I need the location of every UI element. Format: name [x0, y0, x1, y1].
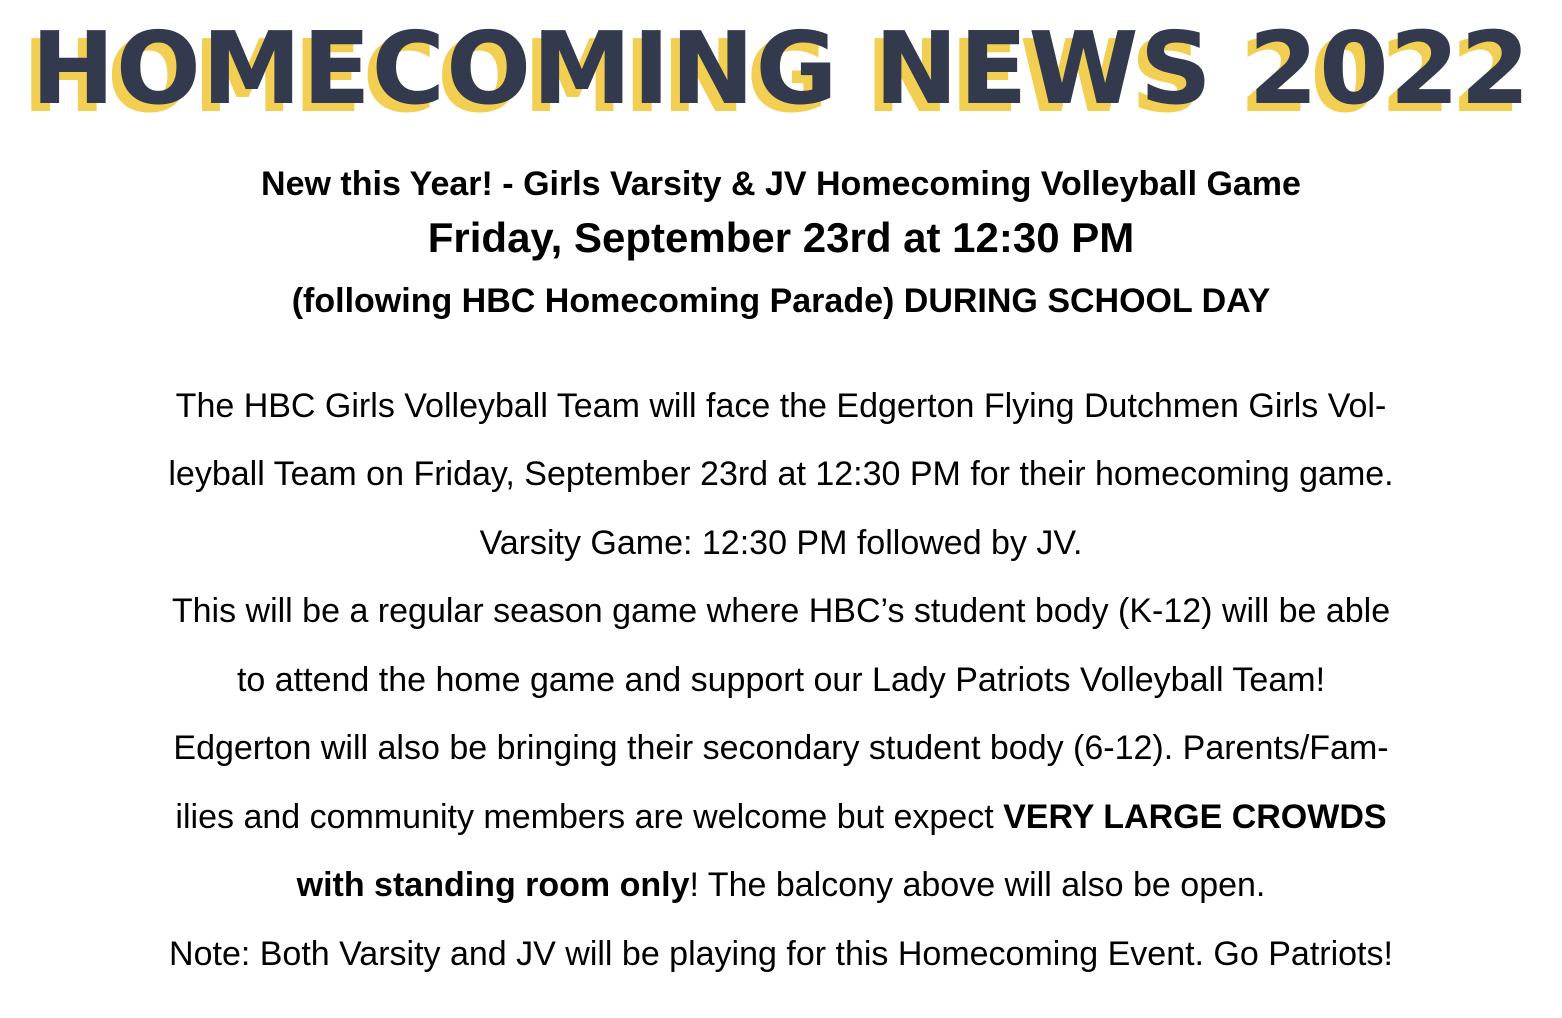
body-line-8-text: ! The balcony above will also be open.: [689, 866, 1266, 904]
body-line-3: Varsity Game: 12:30 PM followed by JV.: [479, 524, 1083, 562]
body-line-7-text: ilies and community members are welcome but expect: [175, 798, 1004, 836]
event-announcement: New this Year! - Girls Varsity & JV Homecoming Volleyball Game: [261, 165, 1301, 203]
event-timing-note: (following HBC Homecoming Parade) DURING SCHOOL DAY: [291, 282, 1271, 320]
standing-room-warning: with standing room only: [296, 866, 690, 904]
body-line-9: Note: Both Varsity and JV will be playing for this Homecoming Event. Go Patriots!: [169, 935, 1393, 973]
body-line-5: to attend the home game and support our Lady Patriots Volleyball Team!: [236, 661, 1326, 699]
body-line-2: leyball Team on Friday, September 23rd at 12:30 PM for their homecoming game.: [168, 455, 1394, 493]
body-line-7: [0, 795, 1562, 839]
large-crowds-warning: VERY LARGE CROWDS: [1003, 798, 1387, 836]
page-title: HOMECOMING NEWS 2022: [31, 10, 1531, 127]
event-date-time: Friday, September 23rd at 12:30 PM: [427, 214, 1135, 261]
body-line-8: [0, 863, 1562, 907]
body-line-6: Edgerton will also be bringing their secondary student body (6-12). Parents/Fam-: [173, 729, 1389, 767]
body-line-4: This will be a regular season game where HBC’s student body (K-12) will be able: [171, 592, 1391, 630]
body-line-1: The HBC Girls Volleyball Team will face the Edgerton Flying Dutchmen Girls Vol-: [175, 387, 1387, 425]
